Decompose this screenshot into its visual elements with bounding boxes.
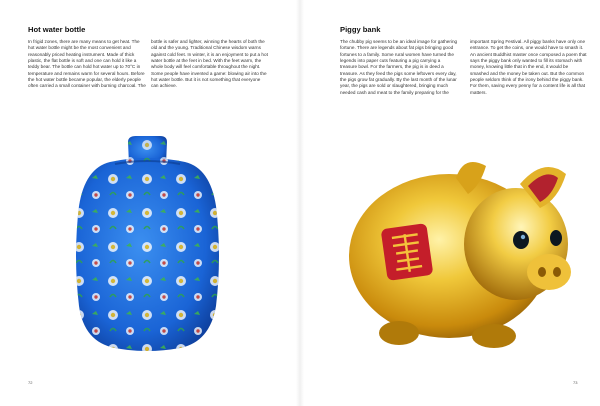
page-title: Hot water bottle <box>28 25 86 34</box>
body-text-column-2: bottle is safer and lighter, winning the hearts of both the old and the young. Traditional Chinese wisdom warns against cold feet. In winter, it is an enjoyment to put a hot water bottle at the feet in bed. With the feet warm, the whole body will feel comfortable throughout the night. Some people have invented a game: blowing air into the hot water bottle. But it is not something that everyone can achieve. <box>151 39 268 89</box>
page-number: 73 <box>573 380 578 385</box>
body-text-column-2: important Spring Festival. All piggy banks have only one entrance. To get the coins, one would have to smash it. An ancient Buddhist master once composed a poem that says the piggy bank only wanted to fill its stomach with money, knowing little that in the end, it would be smashed and the money be taken out. But the common people seldom think of the irony behind the piggy bank. For them, saving every penny for a content life is all that matters. <box>470 39 587 95</box>
piggy-bank-image <box>344 148 574 353</box>
page-number: 72 <box>28 380 33 385</box>
body-text-column-1: In frigid zones, there are many means to get heat. The hot water bottle might be the most convenient and reasonably priced heating instrument. Made of thick plastic, the flat bottle is soft and one can hold it like a teddy bear. The bottle can hold hot water up to 70°C in temperature and remains warm for several hours. Before the hot water bottle became popular, the elderly people often carried a small container with burning charcoal. The <box>28 39 146 89</box>
page-title: Piggy bank <box>340 25 381 34</box>
hot-water-bottle-image <box>70 136 225 352</box>
body-text-column-1: The chubby pig seems to be an ideal image for gathering fortune. There are legends about fat pigs bringing good fortunes to a family. Some rural women have turned the legends into paper cuts featuring a pig carrying a treasure bowl. For the farmers, the pig is in deed a treasure. As they feed the pigs some leftovers every day, the pigs grow fat gradually. By the last month of the lunar year, the pigs are sold or slaughtered, bringing much needed cash and meat to the family preparing for the <box>340 39 458 95</box>
